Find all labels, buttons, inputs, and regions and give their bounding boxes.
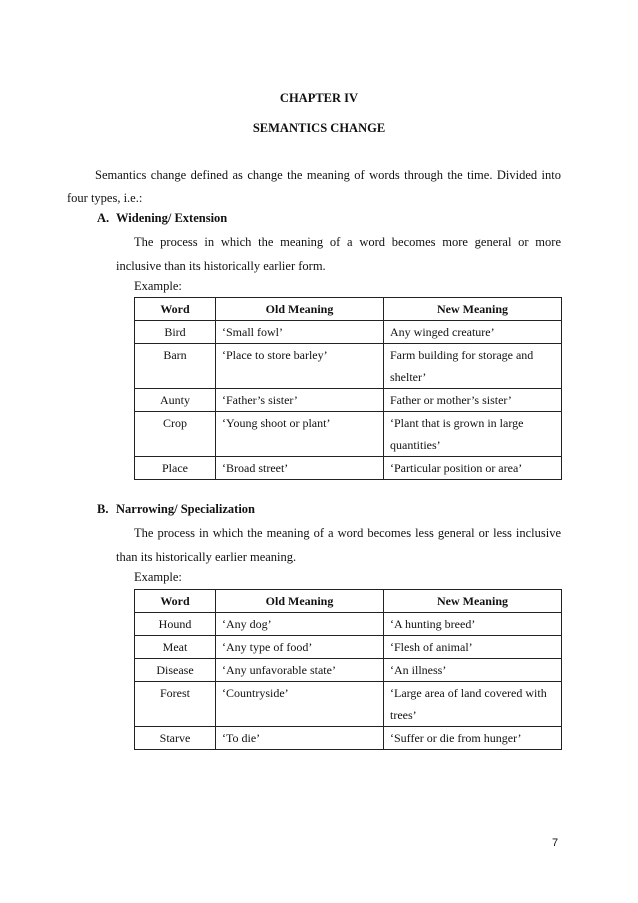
table-header-row (135, 590, 562, 613)
header-new-meaning: New Meaning (384, 590, 562, 613)
table-row (135, 636, 562, 659)
word-cell: Place (135, 457, 216, 480)
old-meaning-cell: ‘Young shoot or plant’ (216, 412, 384, 457)
header-word: Word (135, 298, 216, 321)
section-a-example-label: Example: (134, 279, 182, 293)
table-row (135, 321, 562, 344)
word-cell: Hound (135, 613, 216, 636)
word-cell: Starve (135, 727, 216, 750)
new-meaning-cell: ‘An illness’ (384, 659, 562, 682)
table-row (135, 682, 562, 727)
word-cell: Disease (135, 659, 216, 682)
chapter-number: CHAPTER IV (279, 91, 359, 105)
section-a-letter: A. (97, 211, 110, 225)
table-header-row (135, 298, 562, 321)
new-meaning-cell: ‘Large area of land covered with trees’ (384, 682, 562, 727)
section-a-description (116, 231, 561, 278)
old-meaning-cell: ‘Broad street’ (216, 457, 384, 480)
chapter-title: SEMANTICS CHANGE (252, 121, 386, 135)
new-meaning-cell: ‘Particular position or area’ (384, 457, 562, 480)
old-meaning-cell: ‘Any type of food’ (216, 636, 384, 659)
page-number: 7 (552, 837, 559, 849)
section-a-description-text: The process in which the meaning of a word becomes more general or more inclusive than its historically earlier form. (116, 235, 561, 273)
section-a-heading (97, 211, 227, 226)
old-meaning-cell: ‘Countryside’ (216, 682, 384, 727)
old-meaning-cell: ‘Any dog’ (216, 613, 384, 636)
section-b-description (116, 522, 561, 569)
section-b-heading (97, 502, 255, 517)
word-cell: Barn (135, 344, 216, 389)
table-row (135, 412, 562, 457)
narrowing-table (134, 589, 562, 750)
section-b-title: Narrowing/ Specialization (116, 502, 256, 516)
section-b-letter: B. (97, 502, 109, 516)
word-cell: Crop (135, 412, 216, 457)
table-row (135, 613, 562, 636)
table-row (135, 389, 562, 412)
table-row (135, 727, 562, 750)
header-old-meaning: Old Meaning (216, 298, 384, 321)
new-meaning-cell: ‘Suffer or die from hunger’ (384, 727, 562, 750)
new-meaning-cell: ‘Flesh of animal’ (384, 636, 562, 659)
word-cell: Aunty (135, 389, 216, 412)
word-cell: Meat (135, 636, 216, 659)
intro-paragraph: Semantics change defined as change the meaning of words through the time. Divided into four types, i.e.: (67, 168, 561, 205)
old-meaning-cell: ‘Any unfavorable state’ (216, 659, 384, 682)
old-meaning-cell: ‘Father’s sister’ (216, 389, 384, 412)
table-row (135, 344, 562, 389)
new-meaning-cell: Farm building for storage and shelter’ (384, 344, 562, 389)
section-b-description-text: The process in which the meaning of a word becomes less general or less inclusive than its historically earlier meaning. (116, 526, 561, 564)
table-row (135, 659, 562, 682)
word-cell: Forest (135, 682, 216, 727)
header-old-meaning: Old Meaning (216, 590, 384, 613)
header-new-meaning: New Meaning (384, 298, 562, 321)
section-a-title: Widening/ Extension (116, 211, 228, 225)
widening-table (134, 297, 562, 480)
header-word: Word (135, 590, 216, 613)
old-meaning-cell: ‘To die’ (216, 727, 384, 750)
old-meaning-cell: ‘Place to store barley’ (216, 344, 384, 389)
new-meaning-cell: Father or mother’s sister’ (384, 389, 562, 412)
section-b-example-label: Example: (134, 570, 182, 584)
new-meaning-cell: Any winged creature’ (384, 321, 562, 344)
table-row (135, 457, 562, 480)
new-meaning-cell: ‘Plant that is grown in large quantities’ (384, 412, 562, 457)
new-meaning-cell: ‘A hunting breed’ (384, 613, 562, 636)
word-cell: Bird (135, 321, 216, 344)
old-meaning-cell: ‘Small fowl’ (216, 321, 384, 344)
